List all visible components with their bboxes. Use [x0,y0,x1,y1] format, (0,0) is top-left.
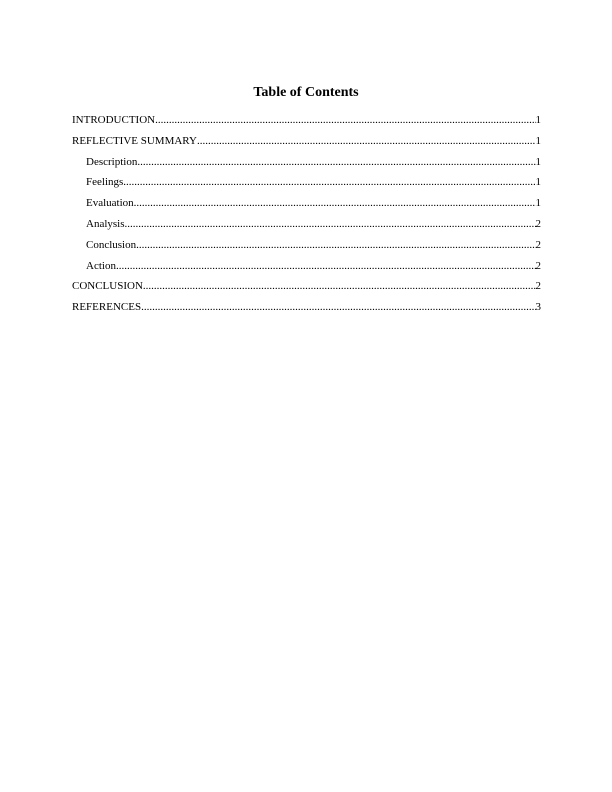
toc-title: Table of Contents [253,85,359,100]
toc-entry-analysis[interactable] [72,217,541,238]
toc-entry-label: REFERENCES [72,301,142,314]
toc-entry-page: 1 [535,155,541,168]
toc-entry-label: Description [86,155,138,168]
toc-entry-reflective-summary[interactable] [72,134,541,155]
toc-entry-page: 1 [535,197,541,210]
toc-dot-leader [137,155,535,169]
toc-entry-page: 3 [535,301,541,314]
toc-entry-label: Conclusion [86,238,137,251]
toc-entry-page: 2 [535,280,541,293]
toc-dot-leader [155,113,535,127]
toc-entry-label: INTRODUCTION [72,114,156,126]
toc-entry-page: 2 [535,259,541,272]
toc-entry-page: 1 [535,114,541,126]
toc-list [72,113,541,321]
toc-entry-page: 2 [535,238,541,251]
toc-dot-leader [125,217,536,231]
toc-entry-action[interactable] [72,259,541,280]
toc-entry-conclusion-sub[interactable] [72,238,541,259]
toc-dot-leader [136,238,535,252]
toc-dot-leader [141,300,535,314]
toc-entry-page: 1 [535,176,541,189]
toc-entry-label: Evaluation [86,197,134,210]
toc-dot-leader [116,259,536,273]
toc-entry-label: REFLECTIVE SUMMARY [72,134,197,147]
toc-dot-leader [134,196,536,210]
toc-entry-label: Action [86,259,116,272]
toc-dot-leader [197,134,536,148]
toc-entry-label: CONCLUSION [72,280,143,293]
toc-entry-label: Feelings [86,176,124,189]
toc-entry-conclusion[interactable] [72,279,541,300]
toc-dot-leader [143,279,536,293]
toc-entry-feelings[interactable] [72,175,541,196]
toc-dot-leader [123,175,535,189]
toc-entry-description[interactable] [72,155,541,176]
toc-entry-references[interactable] [72,300,541,321]
toc-entry-page: 1 [535,134,541,147]
toc-entry-label: Analysis [86,217,125,230]
toc-entry-introduction[interactable] [72,113,541,134]
toc-entry-evaluation[interactable] [72,196,541,217]
toc-entry-page: 2 [535,217,541,230]
